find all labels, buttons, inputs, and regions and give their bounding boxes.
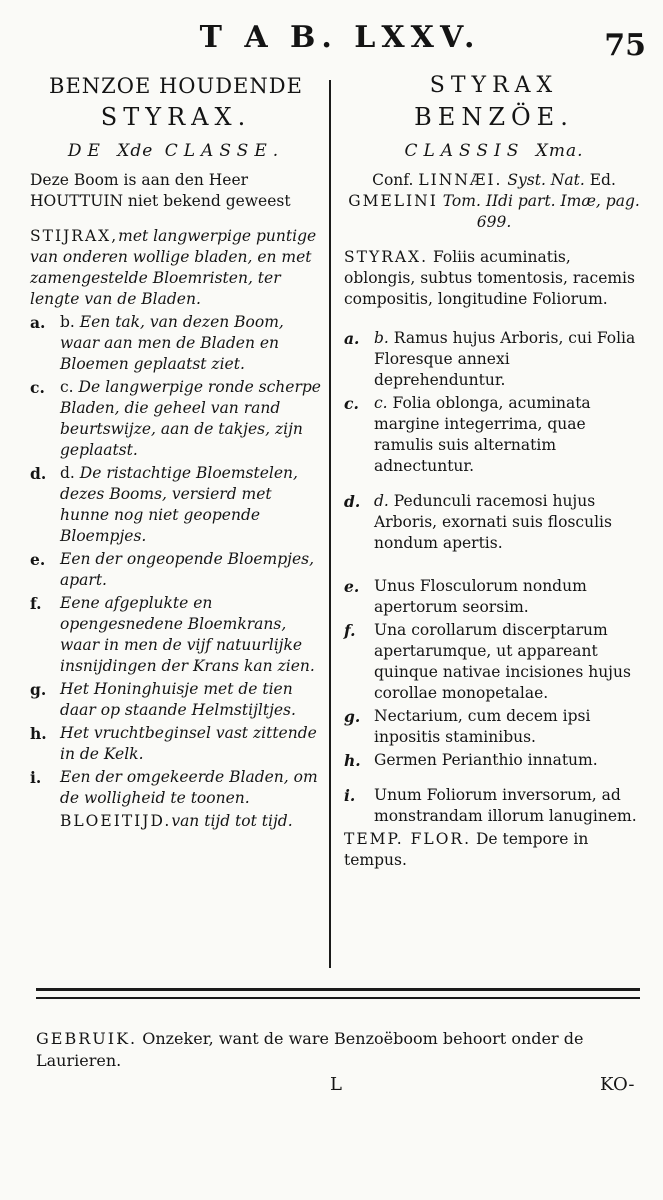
gebruik-note: GEBRUIK. Onzeker, want de ware Benzoëboom behoort onder de Laurieren. bbox=[36, 1029, 584, 1070]
dutch-item-a-b: a. b. Een tak, van dezen Boom, waar aan men de Bladen en Bloemen geplaatst ziet. bbox=[30, 313, 284, 373]
dutch-item-i: i. Een der omgekeerde Bladen, om de wolligheid te toonen. bbox=[30, 768, 318, 807]
dutch-column bbox=[30, 72, 322, 832]
latin-item-g: g. Nectarium, cum decem ipsi inpositis staminibus. bbox=[344, 707, 591, 746]
dutch-title-line-1: BENZOE HOUDENDE bbox=[49, 74, 303, 98]
dutch-classe: DE Xde CLASSE. bbox=[67, 141, 285, 161]
plate-title: T A B. LXXV. bbox=[199, 20, 481, 55]
latin-title-line-1: STYRAX bbox=[429, 73, 559, 98]
dutch-item-c: c. c. De langwerpige ronde scherpe Bladen, die geheel van rand beurtswijze, aan de takjes, zijn geplaatst. bbox=[30, 378, 321, 459]
latin-item-d: d. d. Pedunculi racemosi hujus Arboris, exornati suis flosculis nondum apertis. bbox=[344, 492, 612, 552]
footer-rule-thick bbox=[36, 988, 640, 991]
latin-temp-flor: TEMP. FLOR. De tempore in tempus. bbox=[344, 830, 589, 869]
latin-conf: Conf. LINNÆI. Syst. Nat. Ed. GMELINI Tom. IIdi part. Imæ, pag. 699. bbox=[348, 171, 640, 231]
dutch-item-h: h. Het vruchtbeginsel vast zittende in de Kelk. bbox=[30, 724, 317, 763]
latin-item-c: c. c. Folia oblonga, acuminata margine integerrima, quae ramulis suis alternatim adnectuntur. bbox=[344, 394, 591, 475]
dutch-item-description: STIJRAX,met langwerpige puntige van onderen wollige bladen, en met zamengestelde Bloemristen, ter lengte van de Bladen. bbox=[30, 227, 317, 308]
column-divider bbox=[329, 80, 331, 968]
dutch-item-d: d. d. De ristachtige Bloemstelen, dezes Booms, versierd met hunne nog niet geopende Bloempjes. bbox=[30, 464, 298, 545]
latin-title-line-2: BENZÖE. bbox=[414, 103, 574, 131]
page-number: 75 bbox=[604, 28, 646, 63]
dutch-item-g: g. Het Honinghuisje met de tien daar op staande Helmstijltjes. bbox=[30, 680, 296, 719]
signature-mark: L bbox=[330, 1074, 342, 1095]
footer-rule-thin bbox=[36, 997, 640, 999]
dutch-bloeitijd: BLOEITIJD.van tijd tot tijd. bbox=[60, 812, 293, 830]
latin-item-f: f. Una corollarum discerptarum apertarumque, ut appareant quinque nativae incisiones hujus corollae monopetalae. bbox=[344, 621, 631, 702]
latin-item-description: STYRAX. Foliis acuminatis, oblongis, subtus tomentosis, racemis compositis, longitudine Foliorum. bbox=[344, 248, 635, 308]
dutch-item-f: f. Eene afgeplukte en opengesnedene Bloemkrans, waar in men de vijf natuurlijke insnijdingen der Krans kan zien. bbox=[30, 594, 315, 675]
latin-column bbox=[344, 72, 644, 871]
latin-item-h: h. Germen Perianthio innatum. bbox=[344, 751, 598, 770]
latin-classis: CLASSIS Xma. bbox=[404, 141, 584, 161]
dutch-item-e: e. Een der ongeopende Bloempjes, apart. bbox=[30, 550, 315, 589]
dutch-intro: Deze Boom is aan den Heer HOUTTUIN niet bekend geweest bbox=[30, 171, 291, 210]
latin-item-e: e. Unus Flosculorum nondum apertorum seorsim. bbox=[344, 577, 587, 616]
latin-item-a-b: a. b. Ramus hujus Arboris, cui Folia Floresque annexi deprehenduntur. bbox=[344, 329, 636, 389]
dutch-title-line-2: STYRAX. bbox=[100, 103, 252, 131]
latin-item-i: i. Unum Foliorum inversorum, ad monstrandam illorum lanuginem. bbox=[344, 786, 637, 825]
catchword: KO- bbox=[600, 1074, 635, 1095]
